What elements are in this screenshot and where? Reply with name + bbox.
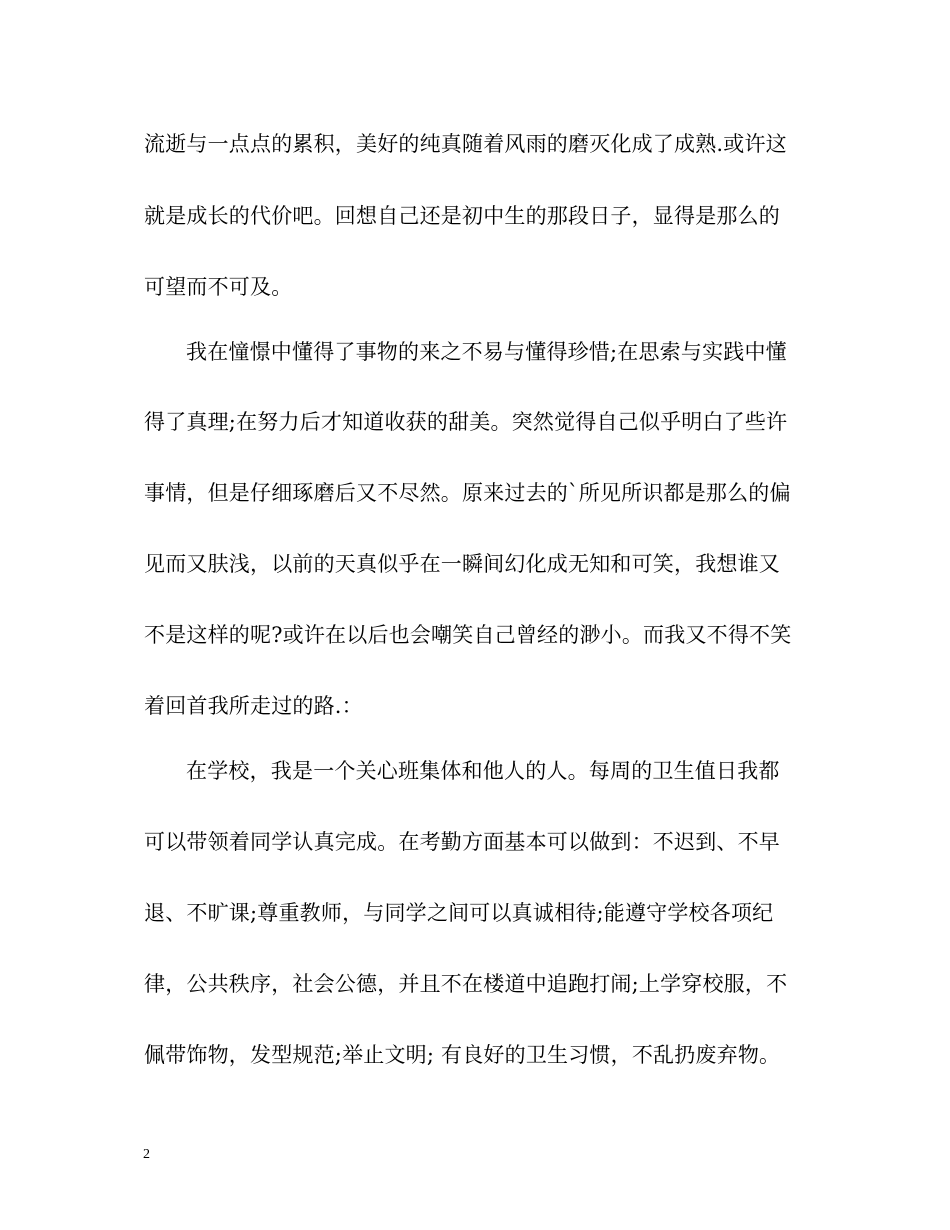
text-line: 就是成长的代价吧。回想自己还是初中生的那段日子，显得是那么的 (144, 204, 780, 228)
paragraph-first-line: 我在憧憬中懂得了事物的来之不易与懂得珍惜;在思索与实践中懂 (186, 340, 787, 364)
text-line: 可望而不可及。 (144, 275, 293, 299)
text-line: 退、不旷课;尊重教师，与同学之间可以真诚相待;能遵守学校各项纪 (144, 901, 774, 925)
text-line: 事情，但是仔细琢磨后又不尽然。原来过去的`所见所识都是那么的偏 (144, 481, 791, 505)
text-line: 见而又肤浅，以前的天真似乎在一瞬间幻化成无知和可笑，我想谁又 (144, 552, 780, 576)
text-line: 流逝与一点点的累积，美好的纯真随着风雨的磨灭化成了成熟.或许这 (144, 132, 787, 156)
text-line: 可以带领着同学认真完成。在考勤方面基本可以做到：不迟到、不早 (144, 830, 780, 854)
paragraph-first-line: 在学校，我是一个关心班集体和他人的人。每周的卫生值日我都 (186, 759, 780, 783)
text-line: 律，公共秩序，社会公德，并且不在楼道中追跑打闹;上学穿校服，不 (144, 972, 788, 996)
text-line: 着回首我所走过的路.： (144, 694, 363, 718)
text-line: 佩带饰物，发型规范;举止文明; 有良好的卫生习惯，不乱扔废弃物。 (144, 1043, 781, 1067)
text-line: 得了真理;在努力后才知道收获的甜美。突然觉得自己似乎明白了些许 (144, 410, 788, 434)
page-number: 2 (143, 1147, 150, 1162)
text-line: 不是这样的呢?或许在以后也会嘲笑自己曾经的渺小。而我又不得不笑 (144, 623, 792, 647)
